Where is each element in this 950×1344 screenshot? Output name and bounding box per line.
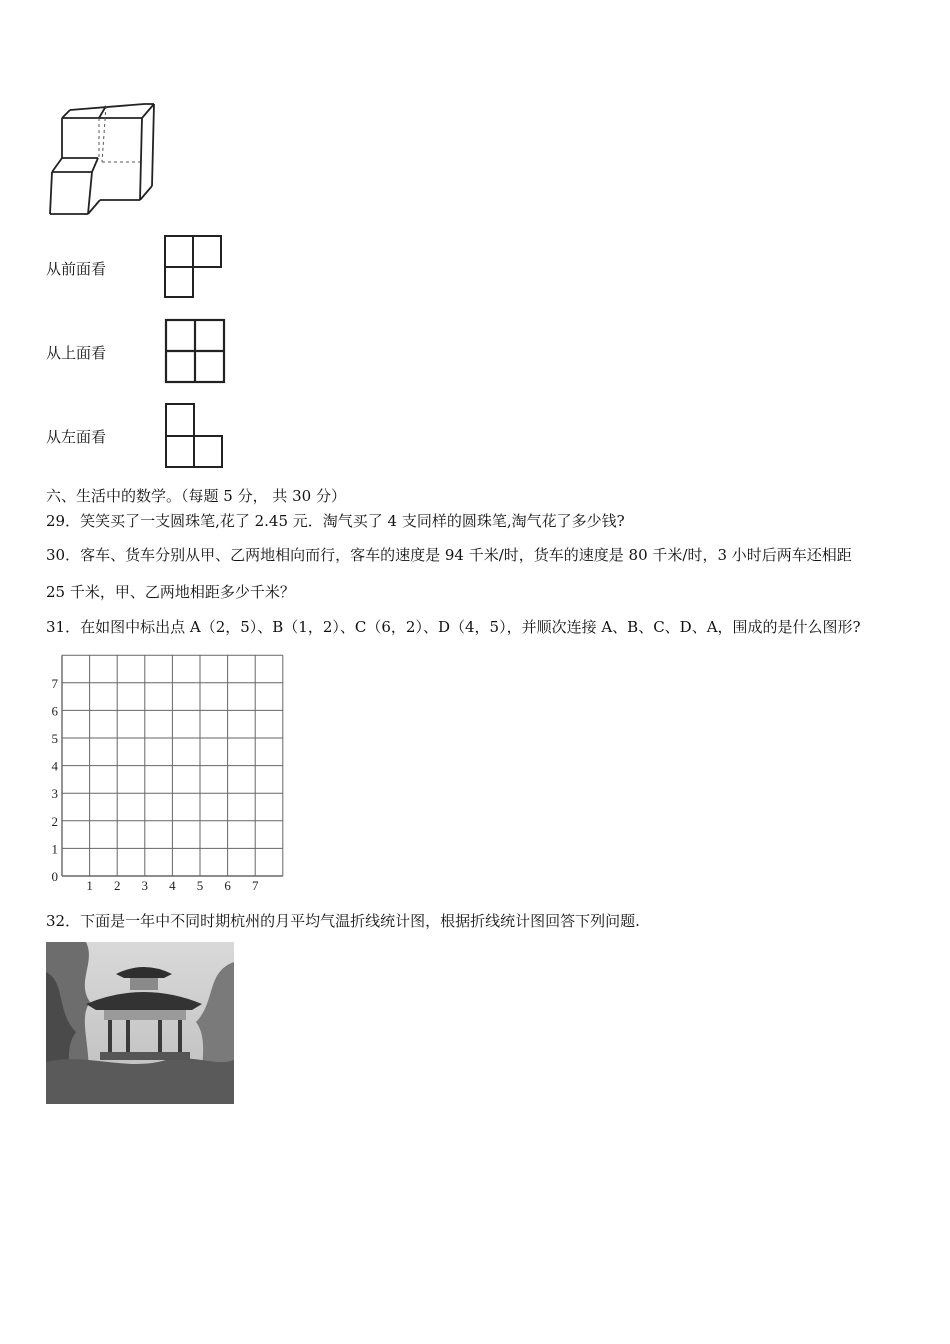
view-label-front: 从前面看 bbox=[46, 260, 107, 278]
question-30-line1: 30．客车、货车分别从甲、乙两地相向而行，客车的速度是 94 千米/时，货车的速度是 80 千米/时，3 小时后两车还相距 bbox=[46, 546, 852, 564]
y-tick-label: 4 bbox=[51, 758, 58, 774]
x-tick-label: 1 bbox=[86, 878, 93, 893]
question-32: 32．下面是一年中不同时期杭州的月平均气温折线统计图，根据折线统计图回答下列问题. bbox=[46, 912, 640, 930]
x-tick-label: 6 bbox=[224, 878, 231, 893]
y-tick-label: 5 bbox=[51, 731, 58, 746]
pavilion-photo bbox=[46, 942, 234, 1104]
section-heading: 六、生活中的数学。（每题 5 分， 共 30 分） bbox=[46, 487, 346, 505]
x-tick-label: 5 bbox=[196, 878, 204, 893]
x-tick-label: 4 bbox=[169, 878, 176, 893]
view-label-top: 从上面看 bbox=[46, 344, 107, 362]
x-tick-label: 7 bbox=[251, 878, 259, 893]
y-tick-label: 0 bbox=[51, 869, 58, 884]
x-tick-label: 2 bbox=[113, 878, 121, 893]
y-tick-label: 6 bbox=[51, 703, 58, 719]
coordinate-grid bbox=[40, 650, 290, 900]
y-tick-label: 1 bbox=[51, 841, 58, 857]
question-30-line2: 25 千米，甲、乙两地相距多少千米？ bbox=[46, 583, 295, 601]
solid-figure-drawing bbox=[44, 100, 164, 220]
y-tick-label: 7 bbox=[51, 675, 58, 691]
left-view-drawing bbox=[164, 402, 226, 470]
view-label-left: 从左面看 bbox=[46, 428, 107, 446]
y-tick-label: 2 bbox=[51, 813, 58, 829]
question-31: 31．在如图中标出点 A（2，5）、B（1，2）、C（6，2）、D（4，5），并顺次连接 A、B、C、D、A，围成的是什么图形? bbox=[46, 618, 861, 636]
top-view-drawing bbox=[164, 318, 228, 384]
front-view-drawing bbox=[164, 234, 226, 300]
y-tick-label: 3 bbox=[51, 786, 58, 802]
question-29: 29．笑笑买了一支圆珠笔,花了 2.45 元．淘气买了 4 支同样的圆珠笔,淘气花了多少钱? bbox=[46, 512, 625, 530]
x-tick-label: 3 bbox=[141, 878, 149, 893]
